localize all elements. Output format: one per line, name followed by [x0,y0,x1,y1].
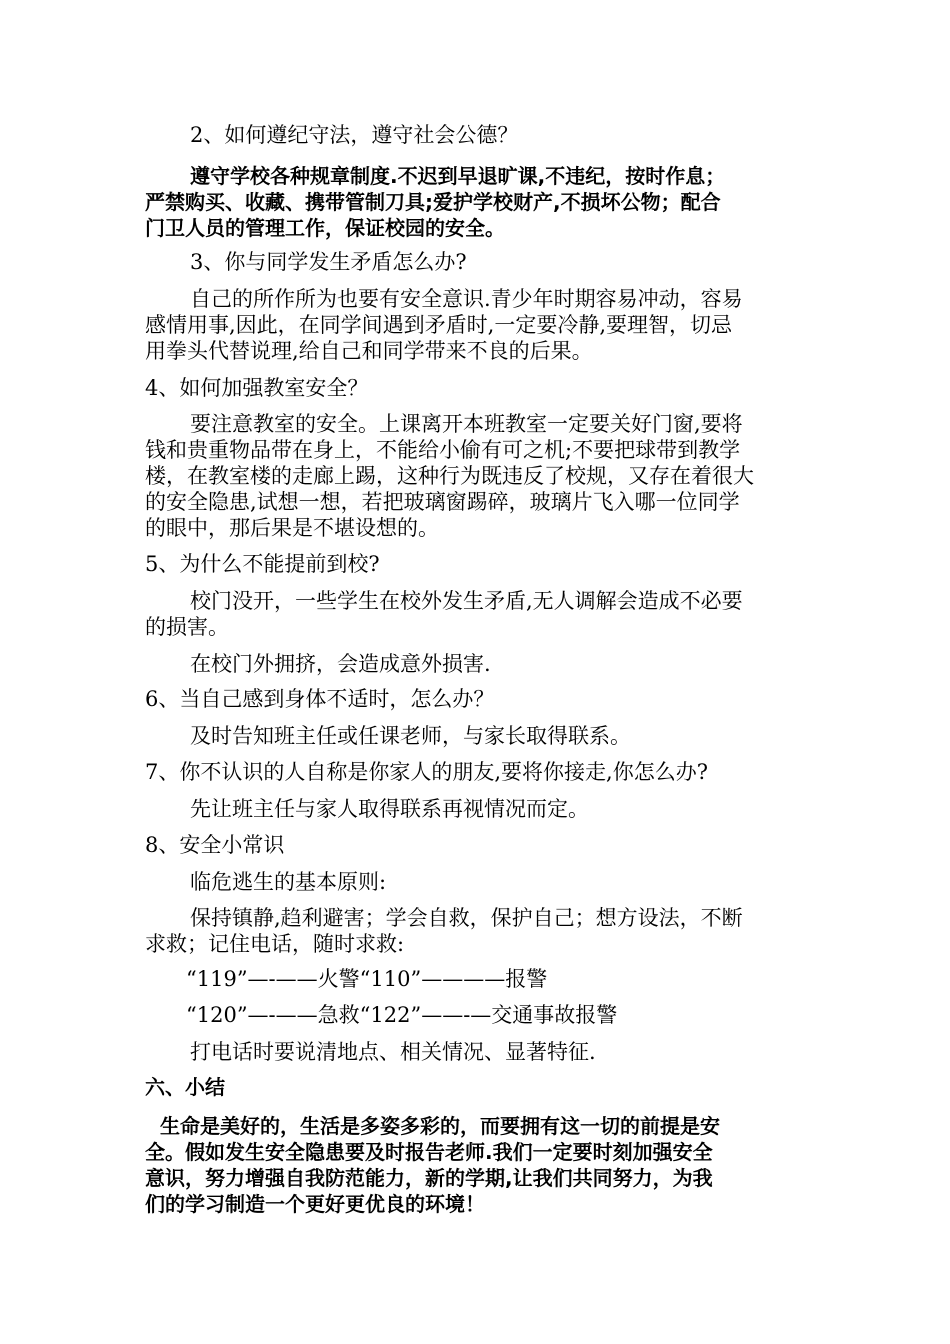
escape-principles-heading: 临危逃生的基本原则: [190,870,387,894]
emergency-numbers-line-2: “120”—-——急救“122”——-—交通事故报警 [186,1003,618,1027]
question-3-answer-line-3: 用拳头代替说理,给自己和同学带来不良的后果。 [145,339,593,363]
question-4-answer-line-2: 钱和贵重物品带在身上，不能给小偷有可之机;不要把球带到教学 [145,438,741,462]
phone-call-note: 打电话时要说清地点、相关情况、显著特征. [190,1040,596,1064]
summary-line-3: 意识，努力增强自我防范能力，新的学期,让我们共同努力，为我 [145,1166,713,1190]
question-4-answer-line-4: 的安全隐患,试想一想，若把玻璃窗踢碎，玻璃片飞入哪一位同学 [145,490,740,514]
question-2-title: 2、如何遵纪守法，遵守社会公德？ [190,123,519,147]
question-3-answer-line-1: 自己的所作所为也要有安全意识.青少年时期容易冲动，容易 [190,287,743,311]
question-7-answer: 先让班主任与家人取得联系再视情况而定。 [190,797,589,821]
question-3-title: 3、你与同学发生矛盾怎么办? [190,250,467,274]
summary-line-4: 们的学习制造一个更好更优良的环境！ [145,1192,485,1216]
question-4-title: 4、如何加强教室安全？ [145,376,369,400]
emergency-numbers-line-1: “119”—-——火警“110”————报警 [186,967,548,991]
escape-principles-line-1: 保持镇静,趋利避害；学会自救，保护自己；想方设法，不断 [190,906,743,930]
question-6-answer: 及时告知班主任或任课老师，与家长取得联系。 [190,724,631,748]
section-summary-heading: 六、小结 [145,1075,225,1099]
question-2-answer-line-1: 遵守学校各种规章制度.不迟到早退旷课,不违纪，按时作息； [190,164,726,188]
question-5-answer-line-1: 校门没开，一些学生在校外发生矛盾,无人调解会造成不必要 [190,589,743,613]
question-7-title: 7、你不认识的人自称是你家人的朋友,要将你接走,你怎么办? [145,760,708,784]
question-4-answer-line-1: 要注意教室的安全。上课离开本班教室一定要关好门窗,要将 [190,412,743,436]
question-3-answer-line-2: 感情用事,因此，在同学间遇到矛盾时,一定要冷静,要理智，切忌 [145,313,733,337]
question-2-answer-line-2: 严禁购买、收藏、携带管制刀具;爱护学校财产,不损坏公物；配合 [145,190,721,214]
question-5-answer-line-3: 在校门外拥挤，会造成意外损害. [190,652,491,676]
question-8-title: 8、安全小常识 [145,833,285,857]
summary-line-1: 生命是美好的，生活是多姿多彩的，而要拥有这一切的前提是安 [160,1114,720,1138]
question-4-answer-line-5: 的眼中，那后果是不堪设想的。 [145,516,439,540]
question-2-answer-line-3: 门卫人员的管理工作，保证校园的安全。 [145,216,505,240]
question-4-answer-line-3: 楼，在教室楼的走廊上踢，这种行为既违反了校规，又存在着很大 [145,464,754,488]
escape-principles-line-2: 求救；记住电话，随时求救: [145,932,405,956]
summary-line-2: 全。假如发生安全隐患要及时报告老师.我们一定要时刻加强安全 [145,1140,713,1164]
question-6-title: 6、当自己感到身体不适时，怎么办？ [145,687,495,711]
question-5-title: 5、为什么不能提前到校? [145,552,380,576]
question-5-answer-line-2: 的损害。 [145,615,229,639]
